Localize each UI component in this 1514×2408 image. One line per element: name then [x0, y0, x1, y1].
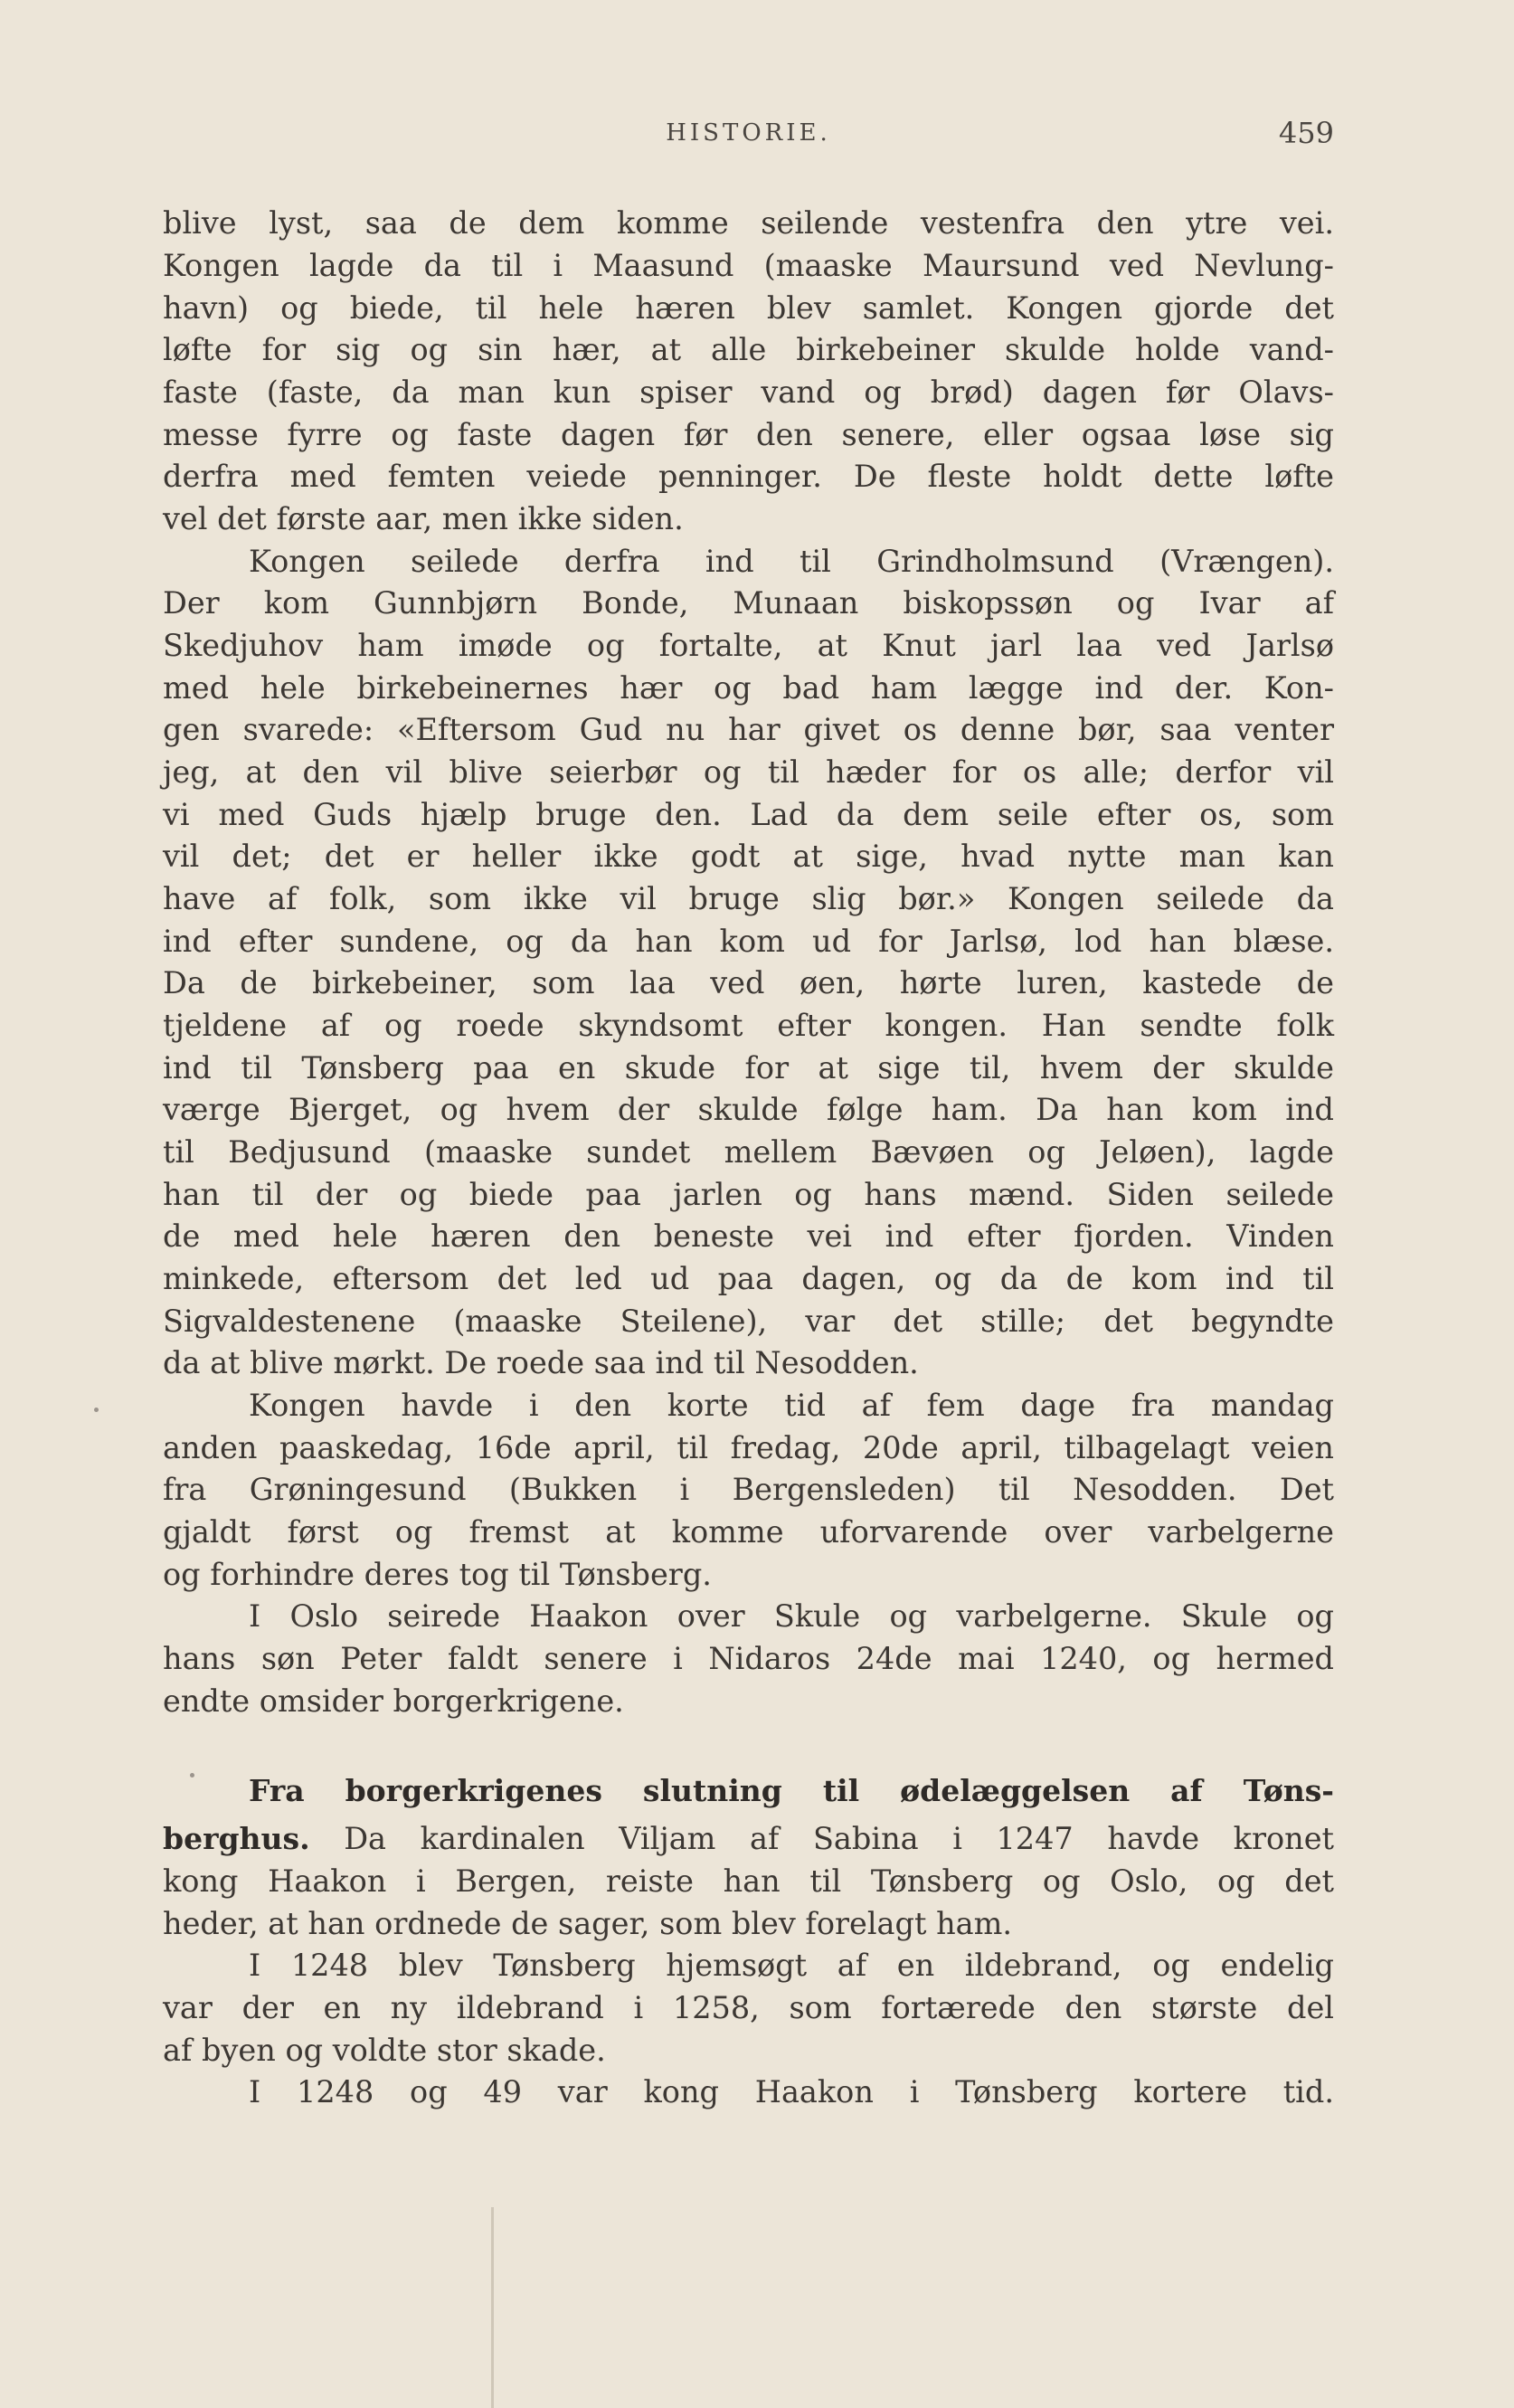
text-line [163, 1818, 1334, 1860]
text-line: til Bedjusund (maaske sundet mellem Bævøen og Jeløen), lagde [163, 1134, 1334, 1170]
text-line: vel det første aar, men ikke siden. [163, 501, 684, 536]
section-heading: Fra borgerkrigenes slutning til ødelæggelsen af Tøns- [249, 1773, 1334, 1808]
text-line: af byen og voldte stor skade. [163, 2033, 606, 2068]
text-line: da at blive mørkt. De roede saa ind til Nesodden. [163, 1345, 919, 1380]
text-line: ind efter sundene, og da han kom ud for Jarlsø, lod han blæse. [163, 924, 1334, 959]
text-line: blive lyst, saa de dem komme seilende vestenfra den ytre vei. [163, 205, 1334, 241]
text-line: endte omsider borgerkrigene. [163, 1683, 624, 1719]
text-line: Kongen lagde da til i Maasund (maaske Maursund ved Nevlung- [163, 248, 1334, 283]
text-line: gen svarede: «Eftersom Gud nu har givet os denne bør, saa venter [163, 712, 1334, 747]
text-line: var der en ny ildebrand i 1258, som fortærede den største del [163, 1990, 1334, 2025]
text-line: kong Haakon i Bergen, reiste han til Tønsberg og Oslo, og det [163, 1863, 1334, 1899]
text-line: hans søn Peter faldt senere i Nidaros 24de mai 1240, og hermed [163, 1641, 1334, 1676]
section-heading-end: berghus. [163, 1821, 310, 1856]
text-run: Da kardinalen Viljam af Sabina i 1247 havde kronet [344, 1821, 1335, 1856]
text-line: Kongen havde i den korte tid af fem dage fra mandag [249, 1388, 1334, 1423]
text-line: vi med Guds hjælp bruge den. Lad da dem seile efter os, som [163, 797, 1334, 832]
text-line: værge Bjerget, og hvem der skulde følge ham. Da han kom ind [163, 1092, 1334, 1127]
text-line: jeg, at den vil blive seierbør og til hæder for os alle; derfor vil [163, 754, 1334, 790]
text-line: fra Grøningesund (Bukken i Bergensleden) til Nesodden. Det [163, 1472, 1334, 1507]
text-line: Da de birkebeiner, som laa ved øen, hørte luren, kastede de [163, 965, 1334, 1000]
text-line: derfra med femten veiede penninger. De fleste holdt dette løfte [163, 459, 1334, 494]
running-head-title: HISTORIE. [666, 119, 831, 147]
text-line: havn) og biede, til hele hæren blev samlet. Kongen gjorde det [163, 290, 1334, 326]
running-head [163, 116, 1334, 152]
page-crease [491, 2207, 494, 2408]
text-line: I 1248 og 49 var kong Haakon i Tønsberg kortere tid. [249, 2074, 1334, 2109]
text-line: løfte for sig og sin hær, at alle birkebeiner skulde holde vand- [163, 332, 1334, 367]
text-line: Der kom Gunnbjørn Bonde, Munaan biskopssøn og Ivar af [163, 585, 1334, 621]
text-line: I 1248 blev Tønsberg hjemsøgt af en ildebrand, og endelig [249, 1948, 1334, 1983]
text-line: de med hele hæren den beneste vei ind efter fjorden. Vinden [163, 1218, 1334, 1254]
text-line: have af folk, som ikke vil bruge slig bør.» Kongen seilede da [163, 881, 1334, 916]
text-line: gjaldt først og fremst at komme uforvarende over varbelgerne [163, 1514, 1334, 1550]
text-line: heder, at han ordnede de sager, som blev forelagt ham. [163, 1906, 1013, 1941]
text-line: Kongen seilede derfra ind til Grindholmsund (Vrængen). [249, 544, 1334, 579]
text-line: anden paaskedag, 16de april, til fredag, 20de april, tilbagelagt veien [163, 1430, 1334, 1465]
text-line: I Oslo seirede Haakon over Skule og varbelgerne. Skule og [249, 1598, 1334, 1634]
text-line: messe fyrre og faste dagen før den senere, eller ogsaa løse sig [163, 417, 1334, 452]
text-line: Sigvaldestenene (maaske Steilene), var det stille; det begyndte [163, 1304, 1334, 1339]
text-line: tjeldene af og roede skyndsomt efter kongen. Han sendte folk [163, 1008, 1334, 1043]
page-number: 459 [1278, 116, 1334, 150]
text-line: vil det; det er heller ikke godt at sige, hvad nytte man kan [163, 839, 1334, 874]
text-line: minkede, eftersom det led ud paa dagen, og da de kom ind til [163, 1261, 1334, 1296]
text-line: faste (faste, da man kun spiser vand og brød) dagen før Olavs- [163, 374, 1334, 410]
text-line: med hele birkebeinernes hær og bad ham lægge ind der. Kon- [163, 670, 1334, 706]
paper-speck [190, 1773, 194, 1778]
section-heading-line [163, 1770, 1334, 1812]
text-line: Skedjuhov ham imøde og fortalte, at Knut jarl laa ved Jarlsø [163, 628, 1334, 663]
text-line: og forhindre deres tog til Tønsberg. [163, 1557, 712, 1592]
text-line: han til der og biede paa jarlen og hans mænd. Siden seilede [163, 1177, 1334, 1212]
paper-speck [94, 1408, 99, 1412]
text-line: ind til Tønsberg paa en skude for at sige til, hvem der skulde [163, 1050, 1334, 1085]
